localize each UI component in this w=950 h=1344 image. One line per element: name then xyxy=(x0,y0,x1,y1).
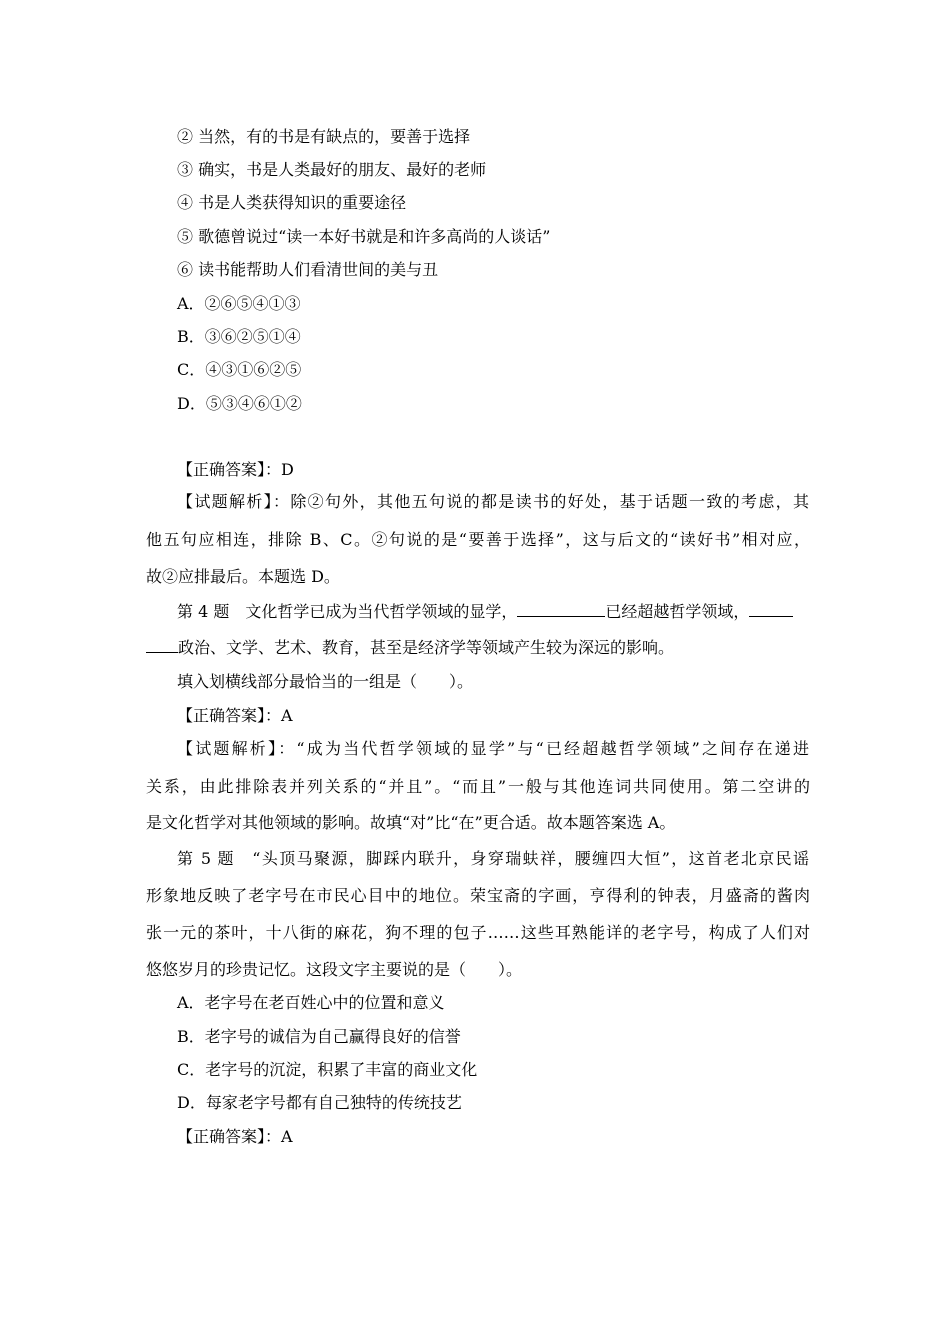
q4-analysis-line-3: 是文化哲学对其他领域的影响。故填“对”比“在”更合适。故本题答案选 A。 xyxy=(146,813,676,832)
q3-analysis-line-3: 故②应排最后。本题选 D。 xyxy=(146,567,340,586)
q4-analysis-line-2: 关系，由此排除表并列关系的“并且”。“而且”一般与其他连词共同使用。第二空讲的 xyxy=(146,777,810,796)
q5-option-d: D．每家老字号都有自己独特的传统技艺 xyxy=(177,1093,462,1112)
q4-prompt: 填入划横线部分最恰当的一组是（ ）。 xyxy=(177,672,474,691)
q4-stem-part-1: 第 4 题 文化哲学已成为当代哲学领域的显学， xyxy=(177,602,518,621)
q4-blank-2b xyxy=(146,638,178,653)
q3-option-d: D．⑤③④⑥①② xyxy=(177,394,302,413)
q3-statement-5: ⑤ 歌德曾说过“读一本好书就是和许多高尚的人谈话” xyxy=(177,227,551,246)
q3-option-c: C．④③①⑥②⑤ xyxy=(177,360,302,379)
q4-blank-1 xyxy=(517,602,605,617)
q3-analysis-line-1: 【试题解析】：除②句外，其他五句说的都是读书的好处，基于话题一致的考虑，其 xyxy=(177,492,809,511)
q3-statement-2: ② 当然，有的书是有缺点的，要善于选择 xyxy=(177,127,471,146)
q3-option-b: B．③⑥②⑤①④ xyxy=(177,327,301,346)
q4-blank-2a xyxy=(749,602,793,617)
q5-stem-line-4: 悠悠岁月的珍贵记忆。这段文字主要说的是（ ）。 xyxy=(146,960,523,979)
q4-stem-part-3: 政治、文学、艺术、教育，甚至是经济学等领域产生较为深远的影响。 xyxy=(178,638,675,657)
q5-stem-line-1: 第 5 题 “头顶马聚源，脚踩内联升，身穿瑞蚨祥，腰缠四大恒”，这首老北京民谣 xyxy=(177,849,809,868)
q3-analysis-line-2: 他五句应相连，排除 B、C。②句说的是“要善于选择”，这与后文的“读好书”相对应， xyxy=(146,530,810,549)
q3-statement-6: ⑥ 读书能帮助人们看清世间的美与丑 xyxy=(177,260,439,279)
q3-answer: 【正确答案】：D xyxy=(177,460,294,479)
q3-statement-3: ③ 确实，书是人类最好的朋友、最好的老师 xyxy=(177,160,487,179)
q4-stem-line-1 xyxy=(177,602,811,622)
q5-option-c: C．老字号的沉淀，积累了丰富的商业文化 xyxy=(177,1060,478,1079)
q4-answer: 【正确答案】：A xyxy=(177,706,293,725)
q3-option-a: A．②⑥⑤④①③ xyxy=(177,294,301,313)
q5-stem-line-3: 张一元的茶叶，十八街的麻花，狗不理的包子……这些耳熟能详的老字号，构成了人们对 xyxy=(146,923,810,942)
q5-option-a: A．老字号在老百姓心中的位置和意义 xyxy=(177,993,445,1012)
q4-stem-line-2 xyxy=(146,638,810,658)
q4-stem-part-2: 已经超越哲学领域， xyxy=(605,602,750,621)
q5-stem-line-2: 形象地反映了老字号在市民心目中的地位。荣宝斋的字画，亨得利的钟表，月盛斋的酱肉 xyxy=(146,886,810,905)
q5-answer: 【正确答案】：A xyxy=(177,1127,293,1146)
q3-statement-4: ④ 书是人类获得知识的重要途径 xyxy=(177,193,407,212)
q4-analysis-line-1: 【试题解析】：“成为当代哲学领域的显学”与“已经超越哲学领域”之间存在递进 xyxy=(177,739,809,758)
q5-option-b: B．老字号的诚信为自己赢得良好的信誉 xyxy=(177,1027,461,1046)
